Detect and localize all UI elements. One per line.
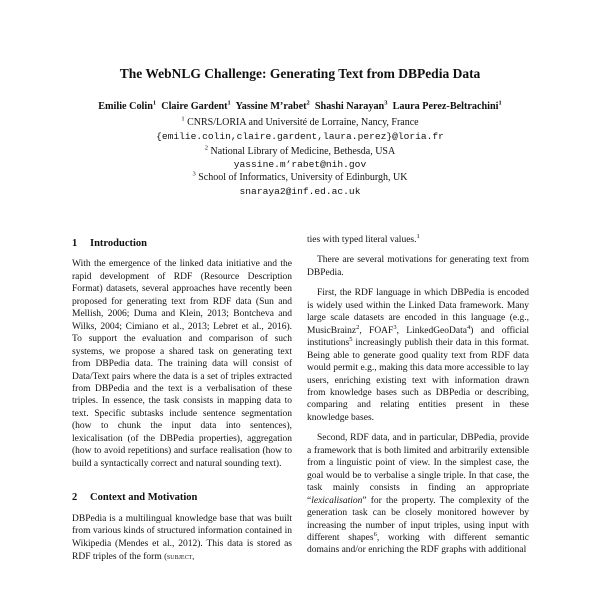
footnote-mark: 4: [466, 323, 471, 331]
left-column: [72, 238, 292, 563]
section-title: Context and Motivation: [90, 492, 198, 504]
affil-mark: 3: [192, 170, 196, 178]
text-run: Second, RDF data, and in particular, DBPedia, provide a framework that is both limited and arbitrarily extensible from a linguistic point of view. In the simplest case, the goal would be to verbalise a single triple. In that case, the task mainly consists in finding an appropriate “: [307, 433, 529, 506]
section-heading-context: [72, 492, 292, 504]
text-run: , FOAF: [359, 325, 394, 336]
affil-org: National Library of Medicine, Bethesda, USA: [210, 146, 396, 157]
author-affil-mark: 2: [306, 99, 310, 107]
text-run: increasingly publish their data in this format. Being able to generate good quality text from RDF data would permit e.g., making this data more accessible to lay users, enriching existing text with information drawn from knowledge bases such as DBPedia or describing, comparing and relating entities present in these knowledge bases.: [307, 338, 529, 423]
affil-email: yassine.m’rabet@nih.gov: [233, 159, 367, 170]
author-affil-mark: 1: [227, 99, 231, 107]
text-run: First, the RDF language in which DBPedia is encoded is widely used within the Linked Data framework. Many large scale datasets are encoded in this language (e.g., MusicBrainz: [307, 288, 529, 336]
section-number: 2: [72, 492, 78, 504]
section-heading-introduction: [72, 238, 292, 250]
second-motivation-paragraph: [307, 432, 529, 557]
emphasis-term: lexicalisation: [311, 495, 363, 506]
affiliation-2: [0, 146, 600, 157]
affil-mark: 2: [204, 144, 209, 152]
paper-title: The WebNLG Challenge: Generating Text from DBPedia Data: [119, 66, 481, 81]
author-affil-mark: 1: [498, 99, 502, 107]
affiliation-3: [0, 172, 600, 183]
footnote-mark: 1: [416, 232, 420, 240]
text-run: , working with different semantic domains and/or enriching the RDF graphs with additional: [307, 532, 529, 556]
footnote-mark: 5: [349, 336, 353, 344]
author-name: Shashi Narayan: [314, 101, 385, 112]
context-paragraph: [72, 513, 292, 564]
author-affil-mark: 3: [384, 99, 388, 107]
text-run: ) and official institutions: [307, 325, 529, 349]
footnote-mark: 6: [373, 530, 377, 538]
author-name: Yassine M’rabet: [235, 101, 307, 112]
text-run: , LinkedGeoData: [396, 325, 467, 336]
right-column: [307, 234, 529, 557]
author-name: Emilie Colin: [98, 101, 153, 112]
footnote-mark: 2: [356, 323, 360, 331]
continued-text: ties with typed literal values.: [307, 235, 417, 245]
affil-org: CNRS/LORIA and Université de Lorraine, Nancy, France: [187, 117, 419, 128]
affil-email: {emilie.colin,claire.gardent,laura.perez}@loria.fr: [156, 131, 444, 142]
context-text: DBPedia is a multilingual knowledge base that was built from various kinds of structured information contained in Wikipedia (Mendes et al., 2012). This data is stored as RDF triples of the form: [72, 513, 292, 562]
intro-paragraph: With the emergence of the linked data initiative and the rapid development of RDF (Resource Description Format) datasets, several approaches have recently been proposed for generating text from RDF data (Sun and Mellish, 2006; Duma and Klein, 2013; Bontcheva and Wilks, 2004; Cimiano et al., 2013; Lebret et al., 2016). To support the evaluation and comparison of such systems, we propose a shared task on generating text from DBPedia data. The training data will consist of Data/Text pairs where the data is a set of triples extracted from DBPedia and the text is a verbalisation of these triples. In essence, the task consists in mapping data to text. Specific subtasks include sentence segmentation (how to chunk the input data into sentences), lexicalisation (of the DBPedia properties), aggregation (how to avoid repetitions) and surface realisation (how to build a syntactically correct and natural sounding text).: [72, 259, 292, 469]
section-number: 1: [72, 238, 78, 249]
section-title: Introduction: [90, 238, 147, 249]
first-motivation-paragraph: [307, 287, 529, 424]
author-name: Claire Gardent: [161, 101, 228, 112]
author-list: [0, 101, 600, 112]
context-smallcaps: (subject,: [164, 550, 195, 561]
text-run: ” for the property. The complexity of the generation task can be closely monitored however by increasing the number of input triples, using input with different shapes: [307, 495, 529, 543]
affiliation-1: [0, 117, 600, 128]
affil-org: School of Informatics, University of Edinburgh, UK: [198, 172, 408, 183]
footnote-mark: 3: [393, 323, 397, 331]
affil-email: snaraya2@inf.ed.ac.uk: [239, 186, 361, 197]
author-affil-mark: 1: [152, 99, 157, 107]
author-name: Laura Perez-Beltrachini: [392, 101, 499, 112]
motivation-paragraph: There are several motivations for generating text from DBPedia.: [307, 255, 529, 278]
affil-mark: 1: [181, 115, 185, 123]
continued-paragraph: [307, 234, 529, 246]
